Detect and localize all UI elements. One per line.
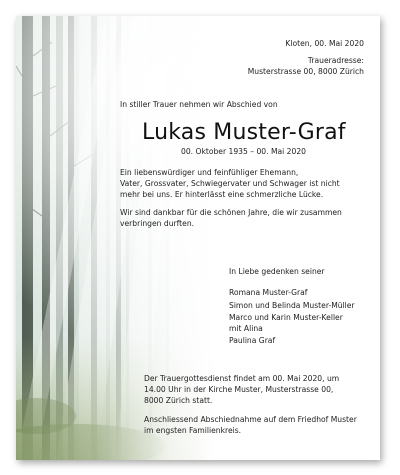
deceased-name: Lukas Muster-Graf <box>142 120 346 145</box>
place-date: Kloten, 00. Mai 2020 <box>285 39 364 48</box>
farewell-paragraph <box>144 414 357 436</box>
service-line: Der Trauergottesdienst findet am 00. Mai 2020, um <box>144 374 340 383</box>
mourner-line: mit Alina <box>229 323 263 333</box>
thanks-paragraph <box>120 207 342 229</box>
header-block <box>248 38 364 77</box>
mourners-list <box>229 287 355 348</box>
obituary-card <box>16 16 380 460</box>
mourner-line: Simon und Belinda Muster-Müller <box>229 300 355 310</box>
tribute-paragraph <box>120 167 340 200</box>
service-paragraph <box>144 373 339 406</box>
tribute-line: Ein liebenswürdiger und feinfühliger Ehemann, <box>120 168 299 177</box>
tribute-line: Vater, Grossvater, Schwiegervater und Schwager ist nicht <box>120 179 340 188</box>
intro-text: In stiller Trauer nehmen wir Abschied von <box>120 100 278 109</box>
mourner-line: Romana Muster-Graf <box>229 288 308 297</box>
service-line: 8000 Zürich statt. <box>144 396 213 405</box>
mourner-line: Paulina Graf <box>229 336 276 345</box>
farewell-line: im engsten Familienkreis. <box>144 426 242 435</box>
service-line: 14.00 Uhr in der Kirche Muster, Musterstrasse 00, <box>144 385 334 394</box>
thanks-line: Wir sind dankbar für die schönen Jahre, die wir zusammen <box>120 208 342 217</box>
life-dates: 00. Oktober 1935 – 00. Mai 2020 <box>181 147 307 156</box>
farewell-line: Anschliessend Abschiednahme auf dem Friedhof Muster <box>144 415 357 424</box>
mourner-line: Marco und Karin Muster-Keller <box>229 313 343 322</box>
address-label: Traueradresse: <box>307 56 364 65</box>
mourners-heading: In Liebe gedenken seiner <box>229 267 325 276</box>
thanks-line: verbringen durften. <box>120 219 195 228</box>
tribute-line: mehr bei uns. Er hinterlässt eine schmerzliche Lücke. <box>120 190 324 199</box>
address: Musterstrasse 00, 8000 Zürich <box>247 67 364 76</box>
